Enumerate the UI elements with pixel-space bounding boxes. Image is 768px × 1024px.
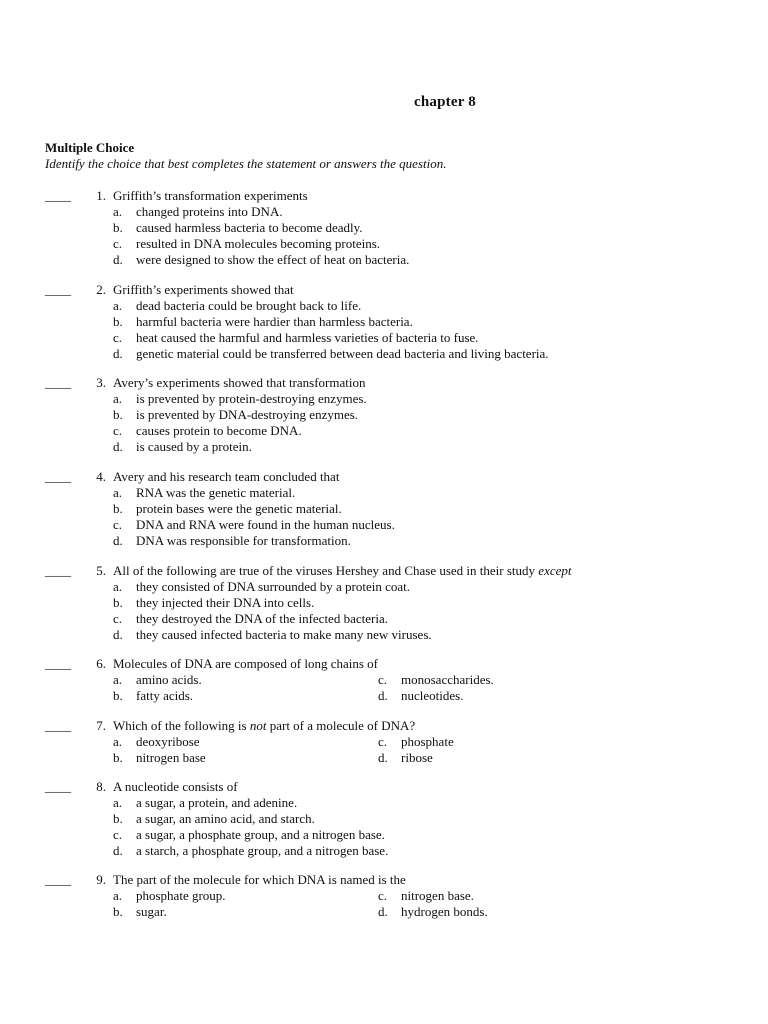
choice-text: they consisted of DNA surrounded by a protein coat. <box>136 579 411 594</box>
choice-text: heat caused the harmful and harmless varieties of bacteria to fuse. <box>136 330 479 345</box>
answer-choice <box>45 811 745 827</box>
choice-letter: d. <box>378 750 388 765</box>
choice-row <box>45 330 745 346</box>
choice-text: caused harmless bacteria to become deadly. <box>136 220 363 235</box>
choice-text: a sugar, an amino acid, and starch. <box>136 811 315 826</box>
question-text: A nucleotide consists of <box>113 779 238 794</box>
choice-row <box>45 485 745 501</box>
choice-letter: a. <box>113 204 123 219</box>
choice-row <box>45 220 745 236</box>
choice-text: DNA was responsible for transformation. <box>136 533 351 548</box>
choice-letter: a. <box>113 579 123 594</box>
answer-choice <box>45 204 745 220</box>
choice-text: genetic material could be transferred between dead bacteria and living bacteria. <box>136 346 549 361</box>
question-number: 2. <box>96 282 106 297</box>
choice-text: hydrogen bonds. <box>401 904 488 919</box>
choice-letter: c. <box>113 330 123 345</box>
answer-choice <box>45 423 745 439</box>
choice-text: phosphate group. <box>136 888 226 903</box>
answer-choice <box>45 298 745 314</box>
choice-text: a sugar, a protein, and adenine. <box>136 795 298 810</box>
answer-choice <box>45 595 745 611</box>
choice-letter: d. <box>113 533 123 548</box>
choice-text: is prevented by protein-destroying enzymes. <box>136 391 367 406</box>
choice-row <box>45 811 745 827</box>
answer-choice <box>45 734 745 750</box>
choice-letter: d. <box>113 439 123 454</box>
choice-row <box>45 904 745 920</box>
question-text: All of the following are true of the viruses Hershey and Chase used in their study except <box>113 563 572 578</box>
choice-row <box>45 298 745 314</box>
choice-text: ribose <box>401 750 433 765</box>
choice-text: nitrogen base. <box>401 888 474 903</box>
answer-choice <box>45 672 745 688</box>
choice-row <box>45 391 745 407</box>
chapter-title: chapter 8 <box>414 94 476 110</box>
choice-text: a starch, a phosphate group, and a nitrogen base. <box>136 843 389 858</box>
choice-letter: c. <box>113 423 123 438</box>
answer-choice <box>45 579 745 595</box>
answer-blank: ____ <box>45 872 71 887</box>
choice-text: nitrogen base <box>136 750 206 765</box>
choice-row <box>45 252 745 268</box>
choice-text: amino acids. <box>136 672 202 687</box>
question-number: 4. <box>96 469 106 484</box>
question-item <box>45 282 745 362</box>
answer-choice <box>45 314 745 330</box>
choice-text: they injected their DNA into cells. <box>136 595 315 610</box>
answer-blank: ____ <box>45 563 71 578</box>
choice-text: harmful bacteria were hardier than harmless bacteria. <box>136 314 413 329</box>
question-number: 3. <box>96 375 106 390</box>
choice-text: a sugar, a phosphate group, and a nitrogen base. <box>136 827 385 842</box>
answer-choice <box>45 346 745 362</box>
choice-letter: a. <box>113 734 123 749</box>
choice-text: phosphate <box>401 734 454 749</box>
choice-text: deoxyribose <box>136 734 200 749</box>
question-number: 7. <box>96 718 106 733</box>
question-text: The part of the molecule for which DNA is named is the <box>113 872 406 887</box>
choice-row <box>45 688 745 704</box>
choice-text: is caused by a protein. <box>136 439 252 454</box>
question-item <box>45 375 745 455</box>
choice-text: dead bacteria could be brought back to life. <box>136 298 362 313</box>
choice-row <box>45 795 745 811</box>
choice-letter: c. <box>113 517 123 532</box>
choice-letter: c. <box>378 672 388 687</box>
choice-text: fatty acids. <box>136 688 194 703</box>
choice-text: they caused infected bacteria to make many new viruses. <box>136 627 432 642</box>
choice-letter: b. <box>113 220 123 235</box>
answer-choice <box>45 517 745 533</box>
choice-row <box>45 346 745 362</box>
choice-letter: a. <box>113 298 123 313</box>
choice-text: monosaccharides. <box>401 672 494 687</box>
instructions: Identify the choice that best completes the statement or answers the question. <box>45 156 447 171</box>
question-text: Avery and his research team concluded that <box>113 469 340 484</box>
question-number: 5. <box>96 563 106 578</box>
choice-text: DNA and RNA were found in the human nucleus. <box>136 517 395 532</box>
choice-row <box>45 501 745 517</box>
answer-choice <box>45 843 745 859</box>
choice-text: changed proteins into DNA. <box>136 204 283 219</box>
choice-letter: b. <box>113 314 123 329</box>
answer-choice <box>45 627 745 643</box>
question-line <box>45 779 745 795</box>
question-item <box>45 188 745 268</box>
choice-letter: b. <box>113 595 123 610</box>
answer-choice <box>45 252 745 268</box>
question-number: 9. <box>96 872 106 887</box>
choice-letter: b. <box>113 688 123 703</box>
choice-letter: c. <box>113 611 123 626</box>
question-text: Which of the following is not part of a molecule of DNA? <box>113 718 416 733</box>
choice-letter: c. <box>113 827 123 842</box>
question-text: Avery’s experiments showed that transformation <box>113 375 366 390</box>
choice-row <box>45 407 745 423</box>
question-text: Molecules of DNA are composed of long chains of <box>113 656 378 671</box>
question-line <box>45 375 745 391</box>
answer-choice <box>45 407 745 423</box>
choice-letter: d. <box>378 904 388 919</box>
choice-row <box>45 888 745 904</box>
choice-row <box>45 517 745 533</box>
choice-letter: b. <box>113 407 123 422</box>
choice-letter: b. <box>113 750 123 765</box>
question-number: 1. <box>96 188 106 203</box>
question-line <box>45 718 745 734</box>
choice-text: they destroyed the DNA of the infected bacteria. <box>136 611 388 626</box>
choice-text: nucleotides. <box>401 688 464 703</box>
question-text: Griffith’s experiments showed that <box>113 282 294 297</box>
answer-blank: ____ <box>45 282 71 297</box>
question-item <box>45 469 745 549</box>
choice-letter: c. <box>378 888 388 903</box>
choice-text: sugar. <box>136 904 167 919</box>
choice-row <box>45 595 745 611</box>
choice-letter: a. <box>113 672 123 687</box>
question-text: Griffith’s transformation experiments <box>113 188 308 203</box>
question-item <box>45 718 745 766</box>
question-line <box>45 872 745 888</box>
choice-letter: d. <box>113 843 123 858</box>
answer-choice <box>45 904 745 920</box>
question-number: 6. <box>96 656 106 671</box>
choice-letter: a. <box>113 795 123 810</box>
choice-row <box>45 750 745 766</box>
question-item <box>45 779 745 859</box>
choice-text: were designed to show the effect of heat on bacteria. <box>136 252 410 267</box>
choice-text: RNA was the genetic material. <box>136 485 296 500</box>
choice-row <box>45 204 745 220</box>
answer-choice <box>45 485 745 501</box>
answer-choice <box>45 501 745 517</box>
choice-letter: c. <box>378 734 388 749</box>
choice-letter: b. <box>113 904 123 919</box>
answer-blank: ____ <box>45 656 71 671</box>
section-heading: Multiple Choice <box>45 140 135 155</box>
answer-choice <box>45 330 745 346</box>
choice-text: causes protein to become DNA. <box>136 423 302 438</box>
question-line <box>45 469 745 485</box>
answer-choice <box>45 827 745 843</box>
choice-letter: d. <box>113 346 123 361</box>
answer-choice <box>45 439 745 455</box>
choice-row <box>45 439 745 455</box>
choice-row <box>45 236 745 252</box>
answer-choice <box>45 688 745 704</box>
answer-blank: ____ <box>45 469 71 484</box>
question-line <box>45 188 745 204</box>
choice-row <box>45 734 745 750</box>
answer-choice <box>45 220 745 236</box>
choice-text: protein bases were the genetic material. <box>136 501 342 516</box>
choice-text: resulted in DNA molecules becoming proteins. <box>136 236 381 251</box>
choice-text: is prevented by DNA-destroying enzymes. <box>136 407 359 422</box>
choice-letter: d. <box>113 252 123 267</box>
question-number: 8. <box>96 779 106 794</box>
question-item <box>45 656 745 704</box>
question-item <box>45 872 745 920</box>
choice-row <box>45 843 745 859</box>
question-line <box>45 282 745 298</box>
choice-row <box>45 627 745 643</box>
answer-choice <box>45 888 745 904</box>
question-item <box>45 563 745 643</box>
choice-row <box>45 579 745 595</box>
answer-blank: ____ <box>45 718 71 733</box>
choice-letter: c. <box>113 236 123 251</box>
question-line <box>45 563 745 579</box>
answer-choice <box>45 611 745 627</box>
choice-row <box>45 672 745 688</box>
answer-choice <box>45 795 745 811</box>
choice-letter: d. <box>113 627 123 642</box>
choice-letter: a. <box>113 485 123 500</box>
answer-blank: ____ <box>45 779 71 794</box>
choice-row <box>45 827 745 843</box>
choice-letter: a. <box>113 888 123 903</box>
choice-letter: a. <box>113 391 123 406</box>
choice-letter: d. <box>378 688 388 703</box>
answer-blank: ____ <box>45 375 71 390</box>
choice-row <box>45 611 745 627</box>
answer-choice <box>45 236 745 252</box>
answer-choice <box>45 533 745 549</box>
answer-choice <box>45 750 745 766</box>
question-line <box>45 656 745 672</box>
answer-blank: ____ <box>45 188 71 203</box>
choice-row <box>45 314 745 330</box>
choice-letter: b. <box>113 811 123 826</box>
choice-row <box>45 533 745 549</box>
answer-choice <box>45 391 745 407</box>
choice-letter: b. <box>113 501 123 516</box>
choice-row <box>45 423 745 439</box>
